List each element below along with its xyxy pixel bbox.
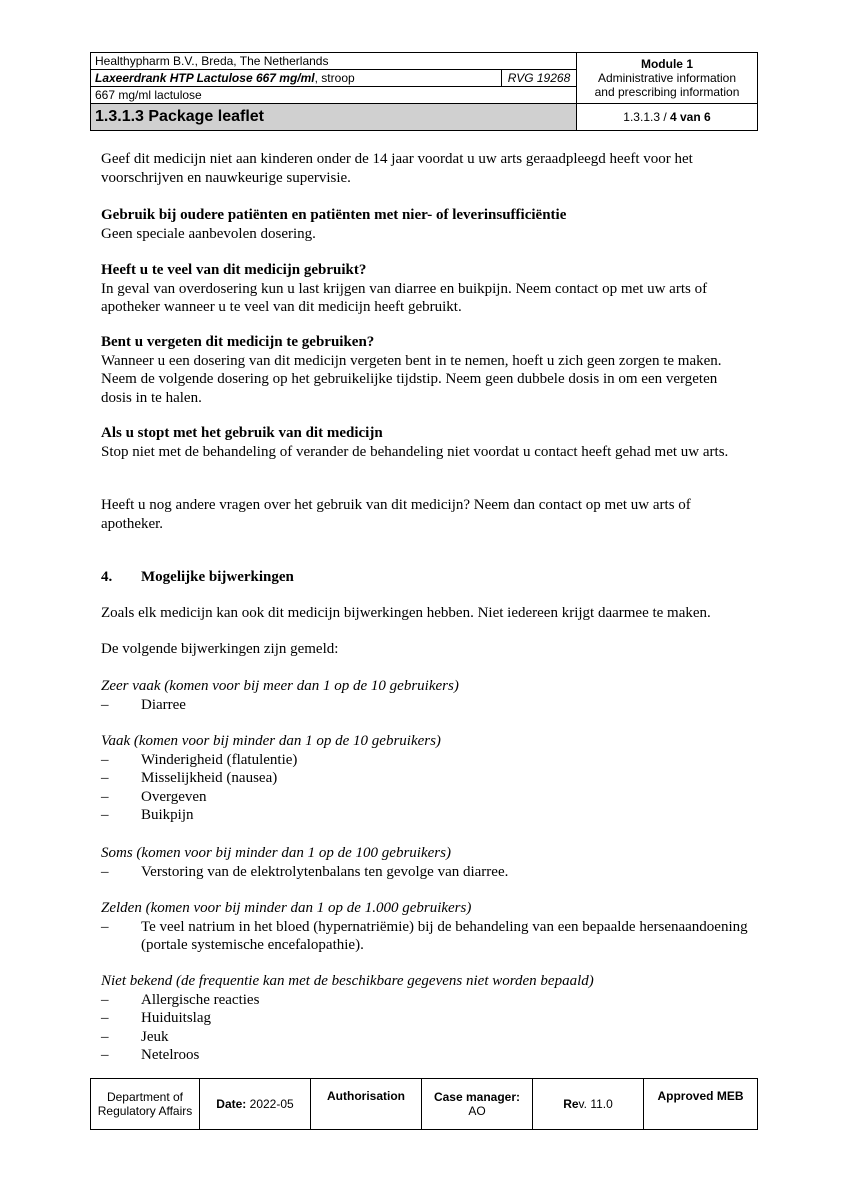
list-item	[101, 863, 751, 882]
product-name-form: , stroop	[314, 71, 355, 85]
subheading: Gebruik bij oudere patiënten en patiënten met nier- of leverinsufficiëntie	[101, 207, 567, 223]
date-label: Date:	[216, 1097, 247, 1111]
list-item	[101, 1009, 751, 1028]
paragraph: Heeft u nog andere vragen over het gebruik van dit medicijn? Neem dan contact op met uw arts of apotheker.	[101, 497, 691, 532]
department-line-1: Department of	[106, 1090, 184, 1104]
department-line-2: Regulatory Affairs	[97, 1104, 193, 1118]
subheading: Heeft u te veel van dit medicijn gebruikt?	[101, 262, 367, 278]
case-manager-value: AO	[468, 1104, 486, 1118]
paragraph-questions	[101, 496, 751, 533]
paragraph-reported	[101, 640, 751, 659]
paragraph-intro	[101, 604, 751, 623]
list-item-text: Verstoring van de elektrolytenbalans ten gevolge van diarree.	[141, 863, 509, 880]
paragraph-children	[101, 150, 751, 187]
company-name: Healthypharm B.V., Breda, The Netherlands	[91, 53, 577, 70]
frequency-heading: Zelden (komen voor bij minder dan 1 op de 1.000 gebruikers)	[101, 900, 472, 916]
module-line-2: and prescribing information	[594, 85, 740, 99]
group-unknown	[101, 972, 751, 1065]
list-dash: –	[101, 751, 109, 768]
module-info	[577, 53, 758, 104]
section-number: 4.	[101, 569, 113, 585]
list-dash: –	[101, 1010, 109, 1026]
module-title: Module 1	[640, 57, 693, 71]
list-item-text: Netelroos	[141, 1047, 200, 1063]
list-item-text: Jeuk	[141, 1028, 169, 1045]
approved-label: Approved MEB	[657, 1089, 744, 1103]
list-item-text: Overgeven	[141, 788, 207, 805]
footer-authorisation	[311, 1079, 422, 1130]
case-manager-label: Case manager:	[433, 1090, 521, 1104]
document-header	[90, 52, 758, 131]
paragraph: Geen speciale aanbevolen dosering.	[101, 225, 316, 242]
frequency-heading: Niet bekend (de frequentie kan met de beschikbare gegevens niet worden bepaald)	[101, 973, 594, 989]
revision-label: Re	[563, 1097, 579, 1111]
footer-date	[200, 1079, 311, 1130]
page-prefix: 1.3.1.3 /	[623, 110, 670, 124]
section-stopping	[101, 424, 751, 461]
product-strength: 667 mg/ml lactulose	[91, 87, 577, 104]
paragraph: Wanneer u een dosering van dit medicijn vergeten bent in te nemen, hoeft u zich geen zorgen te maken. Neem de volgende dosering op het gebruikelijke tijdstip. Neem geen dubbele dosis in om een vergeten dosis in te halen.	[101, 352, 722, 406]
product-name	[91, 70, 502, 87]
list-dash: –	[101, 918, 109, 935]
authorisation-label: Authorisation	[327, 1089, 405, 1103]
frequency-heading: Zeer vaak (komen voor bij meer dan 1 op de 10 gebruikers)	[101, 678, 459, 694]
list-item-text: Te veel natrium in het bloed (hypernatriëmie) bij de behandeling van een bepaalde hersenaandoening (portale systemische encefalopathie).	[141, 918, 748, 953]
section-4-heading	[101, 568, 751, 587]
section-title: 1.3.1.3 Package leaflet	[91, 104, 577, 131]
section-heading: Mogelijke bijwerkingen	[141, 569, 294, 585]
list-item	[101, 918, 751, 955]
subheading: Bent u vergeten dit medicijn te gebruiken?	[101, 334, 375, 350]
list-dash: –	[101, 1047, 109, 1063]
list-item	[101, 696, 751, 715]
footer-case-manager	[422, 1079, 533, 1130]
list-item-text: Winderigheid (flatulentie)	[141, 751, 298, 768]
group-uncommon	[101, 844, 751, 881]
section-overdose	[101, 261, 751, 317]
module-line-1: Administrative information	[597, 71, 737, 85]
list-item	[101, 1046, 751, 1065]
group-very-common	[101, 677, 751, 714]
section-forgotten	[101, 333, 751, 407]
revision-value: v. 11.0	[578, 1097, 613, 1111]
list-dash: –	[101, 696, 109, 713]
page-count: 4 van 6	[670, 110, 711, 124]
list-item-text: Buikpijn	[141, 807, 194, 823]
list-dash: –	[101, 807, 109, 823]
frequency-heading: Soms (komen voor bij minder dan 1 op de 100 gebruikers)	[101, 845, 451, 861]
footer-approved	[644, 1079, 758, 1130]
list-item-text: Misselijkheid (nausea)	[141, 770, 278, 786]
list-dash: –	[101, 788, 109, 805]
list-dash: –	[101, 991, 109, 1008]
footer-revision	[533, 1079, 644, 1130]
document-footer	[90, 1078, 758, 1130]
list-item-text: Diarree	[141, 696, 186, 713]
list-item	[101, 991, 751, 1010]
subheading: Als u stopt met het gebruik van dit medicijn	[101, 425, 383, 441]
date-value: 2022-05	[246, 1097, 294, 1111]
frequency-heading: Vaak (komen voor bij minder dan 1 op de 10 gebruikers)	[101, 733, 441, 749]
page-number	[577, 104, 758, 131]
list-item	[101, 1028, 751, 1047]
paragraph: In geval van overdosering kun u last krijgen van diarree en buikpijn. Neem contact op met uw arts of apotheker wanneer u te veel van dit medicijn heeft gebruikt.	[101, 280, 708, 315]
list-item	[101, 769, 751, 788]
list-dash: –	[101, 1028, 109, 1045]
product-name-bold: Laxeerdrank HTP Lactulose 667 mg/ml	[95, 71, 315, 85]
list-item	[101, 751, 751, 770]
paragraph: Geef dit medicijn niet aan kinderen onder de 14 jaar voordat u uw arts geraadpleegd heeft voor het voorschrijven en nauwkeurige supervisie.	[101, 151, 693, 186]
paragraph: Zoals elk medicijn kan ook dit medicijn bijwerkingen hebben. Niet iedereen krijgt daarmee te maken.	[101, 605, 711, 621]
list-item	[101, 806, 751, 825]
list-item	[101, 788, 751, 807]
rvg-number: RVG 19268	[502, 70, 577, 87]
footer-department	[91, 1079, 200, 1130]
paragraph: Stop niet met de behandeling of verander de behandeling niet voordat u contact heeft gehad met uw arts.	[101, 443, 729, 460]
paragraph: De volgende bijwerkingen zijn gemeld:	[101, 641, 339, 657]
list-item-text: Huiduitslag	[141, 1010, 211, 1026]
list-dash: –	[101, 770, 109, 786]
section-elderly	[101, 206, 751, 243]
group-rare	[101, 899, 751, 955]
group-common	[101, 732, 751, 825]
list-dash: –	[101, 863, 109, 880]
list-item-text: Allergische reacties	[141, 991, 260, 1008]
